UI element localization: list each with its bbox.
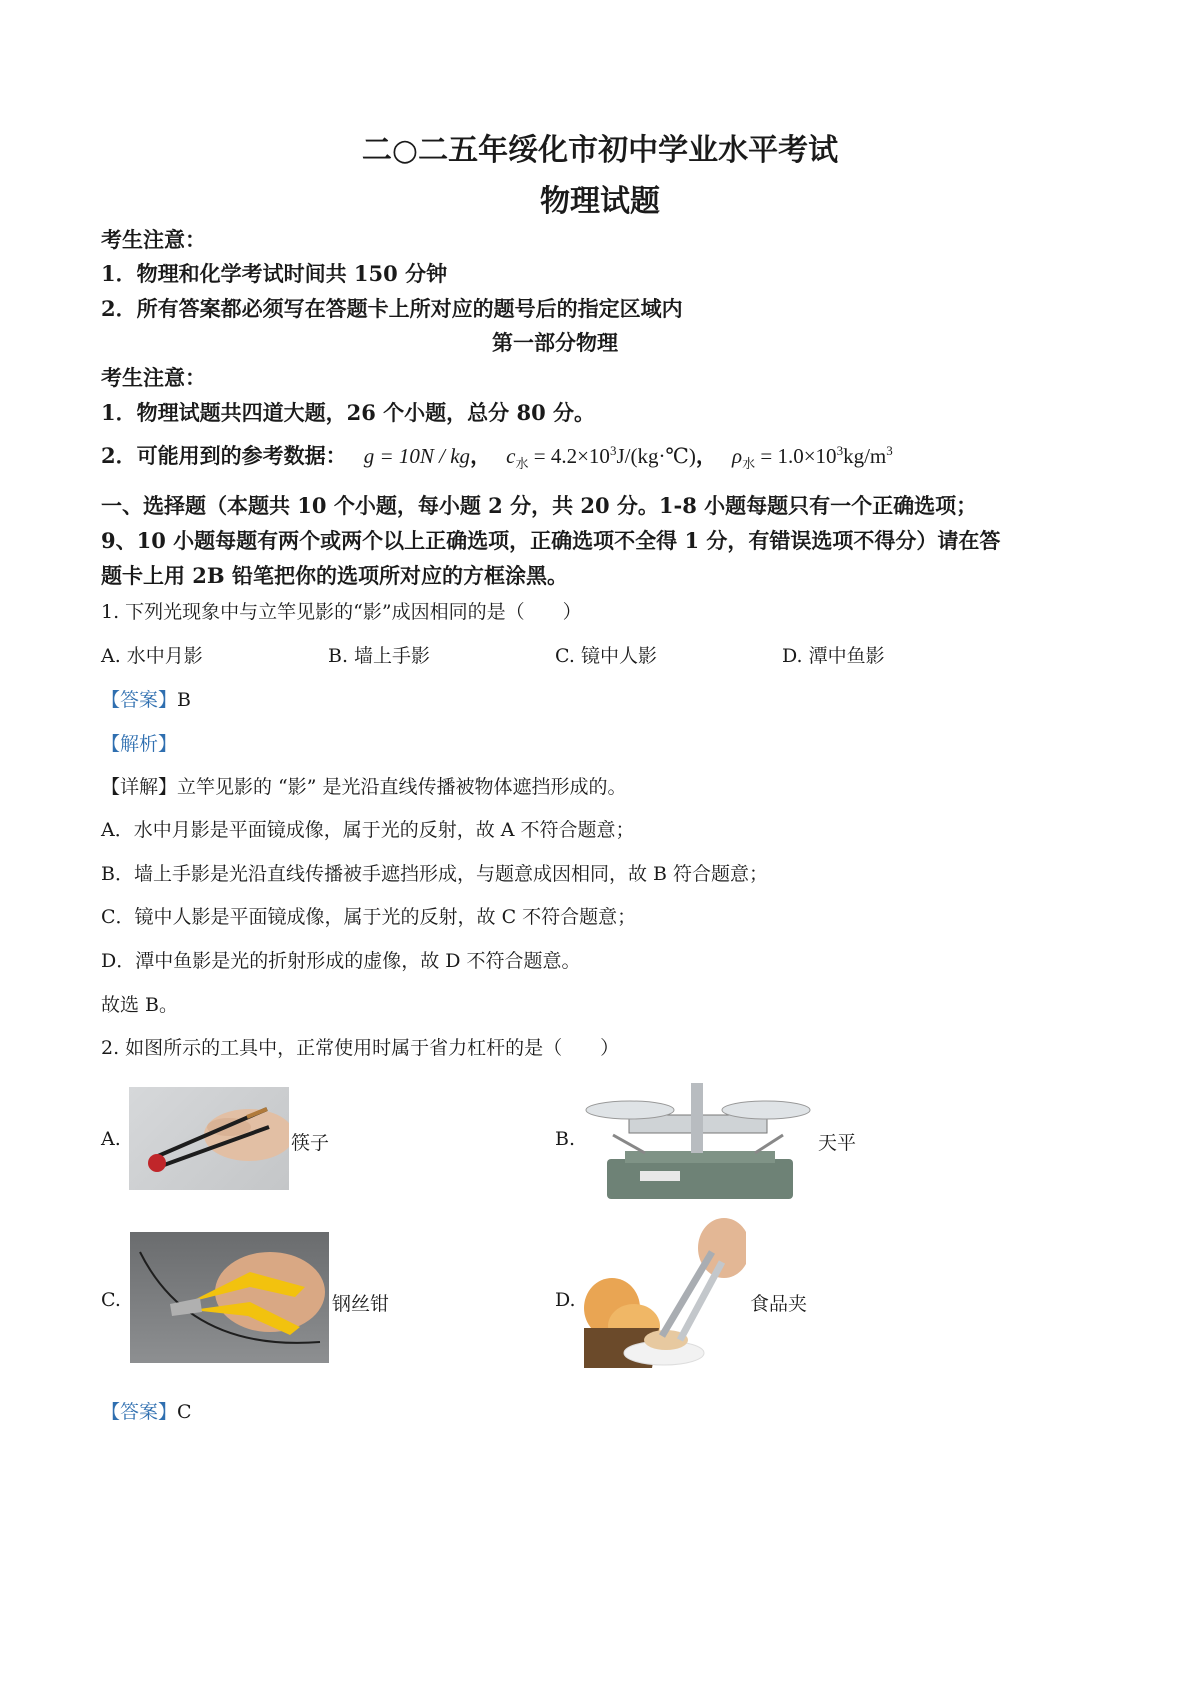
conclusion-line: 故选 B。: [101, 994, 179, 1016]
formula-rho: $\rho_水 = 1.0\times 10^3kg/m^3$: [732, 443, 893, 472]
notice-heading: 考生注意：: [101, 365, 206, 390]
analysis-line: A．水中月影是平面镜成像，属于光的反射，故 A 不符合题意；: [101, 819, 635, 841]
part-title: 第一部分物理: [492, 330, 618, 355]
detail-line: 【详解】立竿见影的 “影” 是光沿直线传播被物体遮挡形成的。: [101, 776, 627, 798]
answer-value: B: [177, 689, 191, 711]
option-b-label: 天平: [818, 1132, 857, 1154]
notice-item: 2．所有答案都必须写在答题卡上所对应的题号后的指定区域内: [101, 296, 683, 321]
formula-c: $c_水$ = $4.2\times 10^3J/(kg\cdot℃)$: [506, 443, 696, 472]
reference-data-label: 2．可能用到的参考数据：: [101, 443, 347, 468]
option-c-label: 钢丝钳: [332, 1293, 390, 1315]
option-a-letter: A.: [101, 1128, 121, 1150]
separator: ，: [470, 443, 492, 468]
analysis-line: B．墙上手影是光沿直线传播被手遮挡形成，与题意成因相同，故 B 符合题意；: [101, 863, 769, 885]
analysis-line: C．镜中人影是平面镜成像，属于光的反射，故 C 不符合题意；: [101, 906, 637, 928]
option-a-label: 筷子: [291, 1132, 330, 1154]
separator: ，: [695, 443, 717, 468]
page-subtitle: 物理试题: [540, 184, 660, 219]
option-b: B. 墙上手影: [328, 645, 431, 667]
option-a: A. 水中月影: [101, 645, 203, 667]
notice-heading: 考生注意：: [101, 227, 206, 252]
option-c: C. 镜中人影: [555, 645, 657, 667]
notice-item: 1．物理和化学考试时间共 150 分钟: [101, 261, 448, 286]
formula-g: g = 10N / kg: [363, 444, 471, 468]
answer-row: [101, 1397, 192, 1424]
reference-data-row: [101, 440, 893, 472]
answer-tag: 【答案】: [101, 1401, 178, 1423]
section-heading: 一、选择题（本题共 10 个小题，每小题 2 分，共 20 分。1-8 小题每题只有一个正确选项；9、10 小题每题有两个或两个以上正确选项，正确选项不全得 1 分，有错误选项不得分）请在答题卡上用 2B 铅笔把你的选项所对应的方框涂黑。: [101, 493, 1001, 588]
option-b-letter: B.: [555, 1128, 576, 1150]
question-stem: 1. 下列光现象中与立竿见影的“影”成因相同的是（ ）: [101, 601, 582, 623]
analysis-tag: 【解析】: [101, 733, 178, 755]
option-c-letter: C.: [101, 1289, 121, 1311]
option-d-letter: D.: [555, 1289, 576, 1311]
pliers-image: [130, 1232, 329, 1363]
option-d: D. 潭中鱼影: [782, 645, 885, 667]
balance-image: [585, 1075, 811, 1205]
answer-value: C: [177, 1401, 192, 1423]
food-tongs-image: [584, 1218, 746, 1378]
chopsticks-image: [129, 1087, 289, 1190]
analysis-line: D．潭中鱼影是光的折射形成的虚像，故 D 不符合题意。: [101, 950, 581, 972]
answer-tag: 【答案】: [101, 689, 178, 711]
option-d-label: 食品夹: [750, 1293, 808, 1315]
page-title: 二○二五年绥化市初中学业水平考试: [361, 133, 839, 168]
notice-item: 1．物理试题共四道大题，26 个小题，总分 80 分。: [101, 400, 595, 425]
answer-row: [101, 685, 191, 712]
question-stem: 2. 如图所示的工具中，正常使用时属于省力杠杆的是（ ）: [101, 1037, 620, 1059]
